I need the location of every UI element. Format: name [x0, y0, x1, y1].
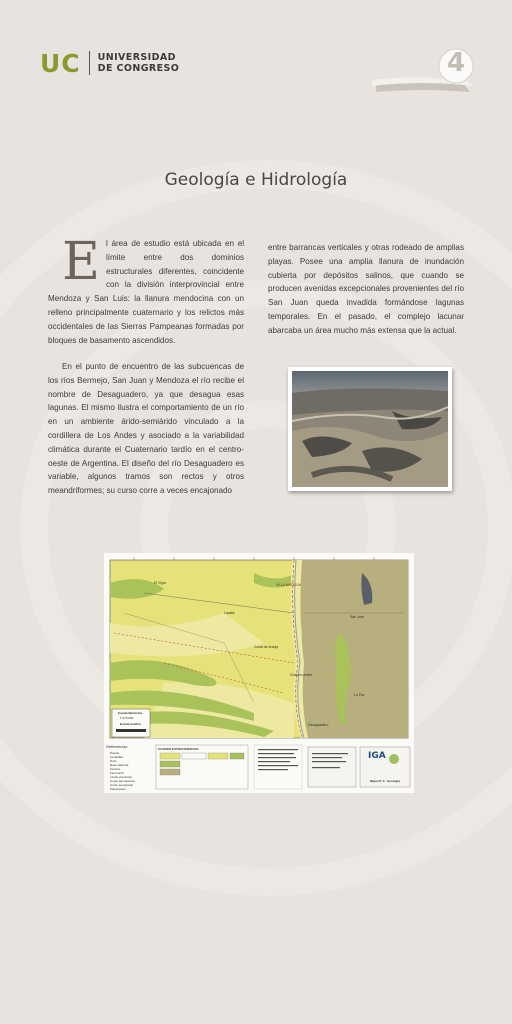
scale-title: Escala Numérica [118, 711, 143, 715]
map-sheet-label: Mapa N° 3 - Geología [370, 779, 400, 783]
aerial-photo [288, 367, 452, 491]
page-number: 4 [446, 48, 466, 78]
map-place-label: La Paz [354, 693, 365, 697]
legend-item: Curso permanente [110, 779, 135, 783]
paragraph: entre barrancas verticales y otras rodeado de amplias playas. Posee una amplia llanura de inundación cubierta por depósitos salinos, que cuando se producen avenidas excepcionales provenientes del río San Juan queda invadida formándose lagunas temporales. En el pasado, el complejo lacunar abarcaba un área mucho más extensa que la actual. [268, 243, 464, 335]
paragraph: En el punto de encuentro de las subcuencas de los ríos Bermejo, San Juan y Mendoza el río recibe el nombre de Desaguadero, ya que desagua esas lagunas. El mismo ilustra el comportamiento de un río en un ambiente árido-semiárido vinculado a la cordillera de Los Andes y asociado a la variabilidad climática durante el Cuaternario tardío en el centro-oeste de Argentina. El diseño del río Desaguadero es variable, algunos tramos son rectos y otros meandriformes; su curso corre a veces encajonado [48, 362, 244, 496]
iga-logo: IGA [368, 751, 386, 761]
map-place-label: Lavalle [224, 611, 235, 615]
scale-value: 1:375.000 [120, 716, 134, 720]
map-place-label: San José [350, 615, 365, 619]
map-place-label: Desaguadero [308, 723, 329, 727]
legend-item: Pozo [110, 759, 117, 763]
legend-item: Paleocauce [110, 787, 126, 791]
logo-divider [89, 51, 90, 75]
legend-title: Referencias [106, 744, 128, 749]
legend-item: Curso temporario [110, 783, 134, 787]
map-place-label: Gustavo André [290, 673, 313, 677]
text-column-left-bottom [48, 360, 244, 498]
text-column-left-top [48, 232, 244, 347]
legend-item: Ferrocarril [110, 771, 124, 775]
scale-graphic-label: Escala Gráfica [120, 722, 141, 726]
map-place-label: VILLA ANTIGUA [276, 583, 301, 587]
legend-list [110, 751, 135, 791]
stratigraphy-title: CUADRO ESTRATIGRÁFICO [158, 747, 199, 751]
legend-item: Localidad [110, 755, 123, 759]
paragraph: l área de estudio está ubicada en el límite entre dos dominios estructurales diferentes, coincidente con la división interprovincial entre Mendoza y San Luis: la llanura mendocina con un relleno principalmente cuaternario y los relictos más occidentales de las Sierras Pampeanas formadas por bloques de basamento ascendidos. [48, 239, 244, 345]
aerial-photo-image [292, 371, 448, 487]
text-column-right [268, 241, 464, 338]
legend-item: Ruta nacional [110, 763, 129, 767]
page-title: Geología e Hidrología [164, 170, 348, 190]
logo-text [98, 52, 180, 74]
logo-line1: UNIVERSIDAD [97, 52, 176, 63]
geological-map [104, 553, 414, 793]
logo-short: UC [40, 48, 81, 78]
legend-item: Límite provincial [110, 775, 132, 779]
logo-line2: DE CONGRESO [97, 63, 180, 74]
drop-cap: E [62, 232, 100, 292]
university-logo [40, 46, 179, 80]
legend-item: Camino [110, 767, 121, 771]
map-place-label: El Vigía [154, 581, 166, 585]
map-place-label: Costa de Araujo [254, 645, 279, 649]
legend-item: Puesto [110, 751, 120, 755]
